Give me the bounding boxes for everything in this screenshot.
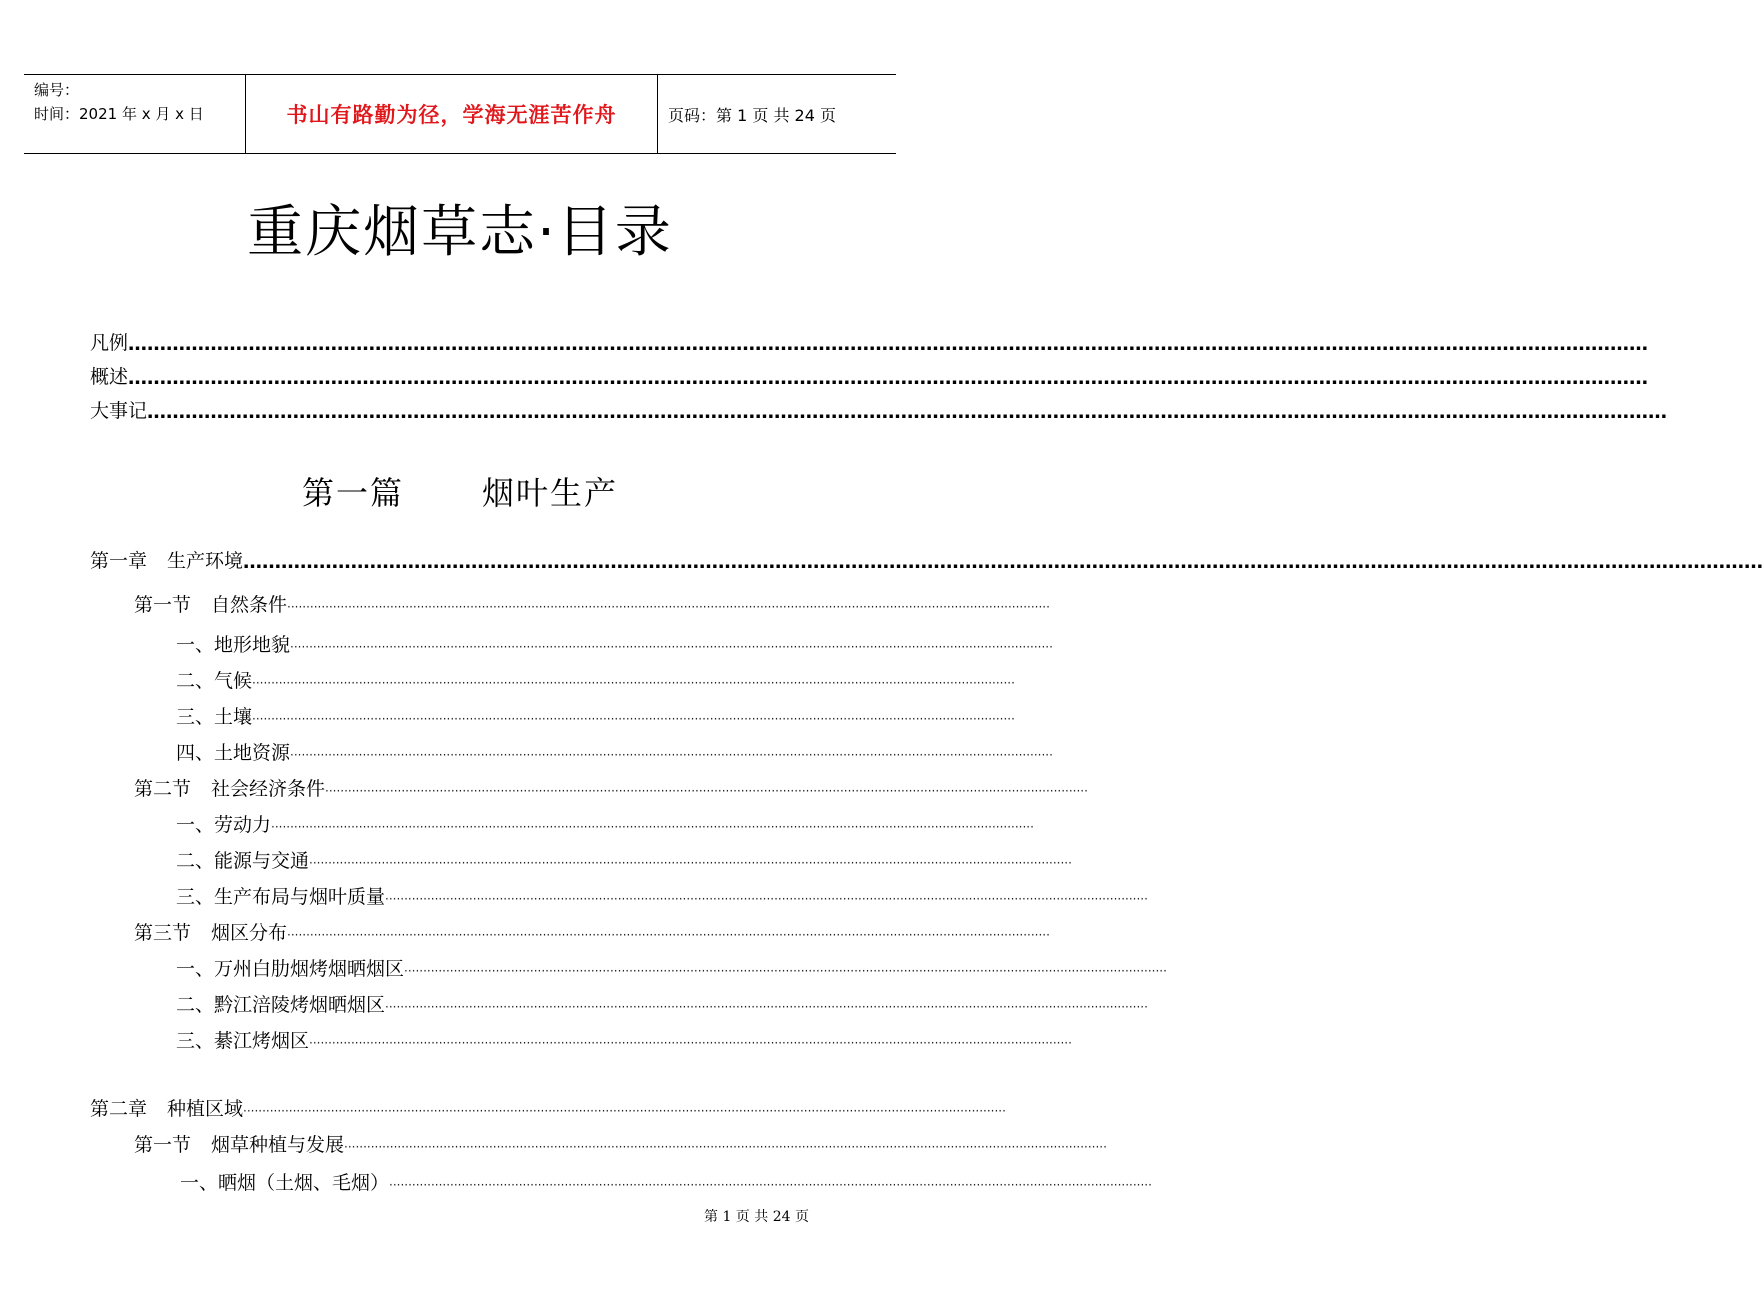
toc-section: [134, 1130, 1107, 1157]
item-title: 二、气候: [176, 670, 253, 692]
leader-dots: ········································································································································································································: [252, 676, 1015, 690]
toc-label: [176, 810, 271, 837]
toc-section: [134, 590, 1050, 617]
toc-item: [176, 810, 1034, 837]
toc-item: [176, 702, 1015, 729]
leader-dots: ········································································································································································································: [287, 600, 1050, 614]
chapter-number: 第一章: [90, 550, 148, 572]
section-title: 烟草种植与发展: [211, 1134, 345, 1156]
leader-dots: ……………………………………………………………………………………………………………………………………………………………………………………………………………………: [243, 551, 1763, 573]
leader-dots: ········································································································································································································: [385, 1000, 1148, 1014]
chapter-number: 第二章: [90, 1098, 148, 1120]
item-title: 三、綦江烤烟区: [176, 1030, 310, 1052]
toc-chapter: [90, 546, 1763, 573]
document-title: 重庆烟草志·目录: [247, 200, 673, 265]
toc-item: [176, 666, 1015, 693]
toc-item: [176, 1026, 1072, 1053]
toc-label: [90, 1094, 243, 1121]
item-title: 一、劳动力: [176, 814, 272, 836]
section-number: 第二节: [134, 778, 192, 800]
item-title: 三、土壤: [176, 706, 253, 728]
toc-item: [176, 738, 1053, 765]
leader-dots: ········································································································································································································: [287, 928, 1050, 942]
front-matter-label: 大事记: [90, 400, 148, 422]
toc-label: [176, 666, 252, 693]
toc-label: [176, 954, 404, 981]
toc-item: [176, 990, 1148, 1017]
item-title: 一、地形地貌: [176, 634, 291, 656]
item-title: 一、晒烟（土烟、毛烟）: [180, 1172, 390, 1194]
part-name: 烟叶生产: [482, 474, 619, 512]
leader-dots: ········································································································································································································: [290, 748, 1053, 762]
number-label: 编号：: [34, 81, 80, 99]
front-matter-label: 概述: [90, 366, 129, 388]
leader-dots: ……………………………………………………………………………………………………………………………………………………………………………………………………………………: [128, 333, 1649, 355]
toc-label: [176, 702, 252, 729]
section-number: 第三节: [134, 922, 192, 944]
toc-item: [176, 630, 1053, 657]
leader-dots: ········································································································································································································: [344, 1140, 1107, 1154]
toc-label: [176, 1026, 309, 1053]
toc-label: [134, 1130, 344, 1157]
leader-dots: ········································································································································································································: [385, 892, 1148, 906]
toc-item: [180, 1168, 1152, 1195]
motto: 书山有路勤为径，学海无涯苦作舟: [286, 102, 617, 127]
section-title: 自然条件: [211, 594, 288, 616]
part-heading: [0, 468, 920, 514]
front-matter-item: [90, 396, 1668, 423]
chapter-title: 生产环境: [167, 550, 244, 572]
leader-dots: ········································································································································································································: [404, 964, 1167, 978]
toc-label: [134, 918, 287, 945]
chapter-title: 种植区域: [167, 1098, 244, 1120]
toc-item: [176, 846, 1072, 873]
toc-label: [176, 630, 290, 657]
leader-dots: ········································································································································································································: [243, 1104, 1006, 1118]
toc-label: [90, 396, 147, 423]
toc-label: [176, 846, 309, 873]
leader-dots: ········································································································································································································: [271, 820, 1034, 834]
item-title: 二、能源与交通: [176, 850, 310, 872]
header-meta-cell: [24, 75, 246, 153]
toc-label: [90, 328, 128, 355]
front-matter-label: 凡例: [90, 332, 129, 354]
front-matter-item: [90, 328, 1649, 355]
toc-label: [134, 590, 287, 617]
toc-section: [134, 774, 1088, 801]
item-title: 三、生产布局与烟叶质量: [176, 886, 386, 908]
toc-label: [134, 774, 325, 801]
page-header: [24, 74, 896, 154]
toc-item: [176, 882, 1148, 909]
section-title: 烟区分布: [211, 922, 288, 944]
leader-dots: ……………………………………………………………………………………………………………………………………………………………………………………………………………………: [147, 401, 1668, 423]
leader-dots: ········································································································································································································: [252, 712, 1015, 726]
toc-section: [134, 918, 1050, 945]
leader-dots: ········································································································································································································: [309, 856, 1072, 870]
leader-dots: ········································································································································································································: [325, 784, 1088, 798]
item-title: 四、土地资源: [176, 742, 291, 764]
item-title: 一、万州白肋烟烤烟晒烟区: [176, 958, 405, 980]
part-number: 第一篇: [301, 474, 404, 512]
leader-dots: ……………………………………………………………………………………………………………………………………………………………………………………………………………………: [128, 367, 1649, 389]
leader-dots: ········································································································································································································: [290, 640, 1053, 654]
toc-label: [180, 1168, 389, 1195]
section-number: 第一节: [134, 1134, 192, 1156]
toc-label: [176, 882, 385, 909]
toc-label: [90, 546, 243, 573]
toc-item: [176, 954, 1167, 981]
section-number: 第一节: [134, 594, 192, 616]
page-footer: 第 1 页 共 24 页: [704, 1209, 809, 1225]
front-matter-item: [90, 362, 1649, 389]
header-motto-cell: [246, 75, 658, 153]
section-title: 社会经济条件: [211, 778, 326, 800]
toc-label: [90, 362, 128, 389]
page-label: 页码：第 1 页 共 24 页: [668, 105, 836, 125]
header-page-cell: [658, 75, 896, 153]
time-label: 时间：2021 年 x 月 x 日: [34, 105, 204, 123]
toc-label: [176, 738, 290, 765]
toc-label: [176, 990, 385, 1017]
leader-dots: ········································································································································································································: [309, 1036, 1072, 1050]
item-title: 二、黔江涪陵烤烟晒烟区: [176, 994, 386, 1016]
toc-chapter: [90, 1094, 1006, 1121]
leader-dots: ········································································································································································································: [389, 1178, 1152, 1192]
